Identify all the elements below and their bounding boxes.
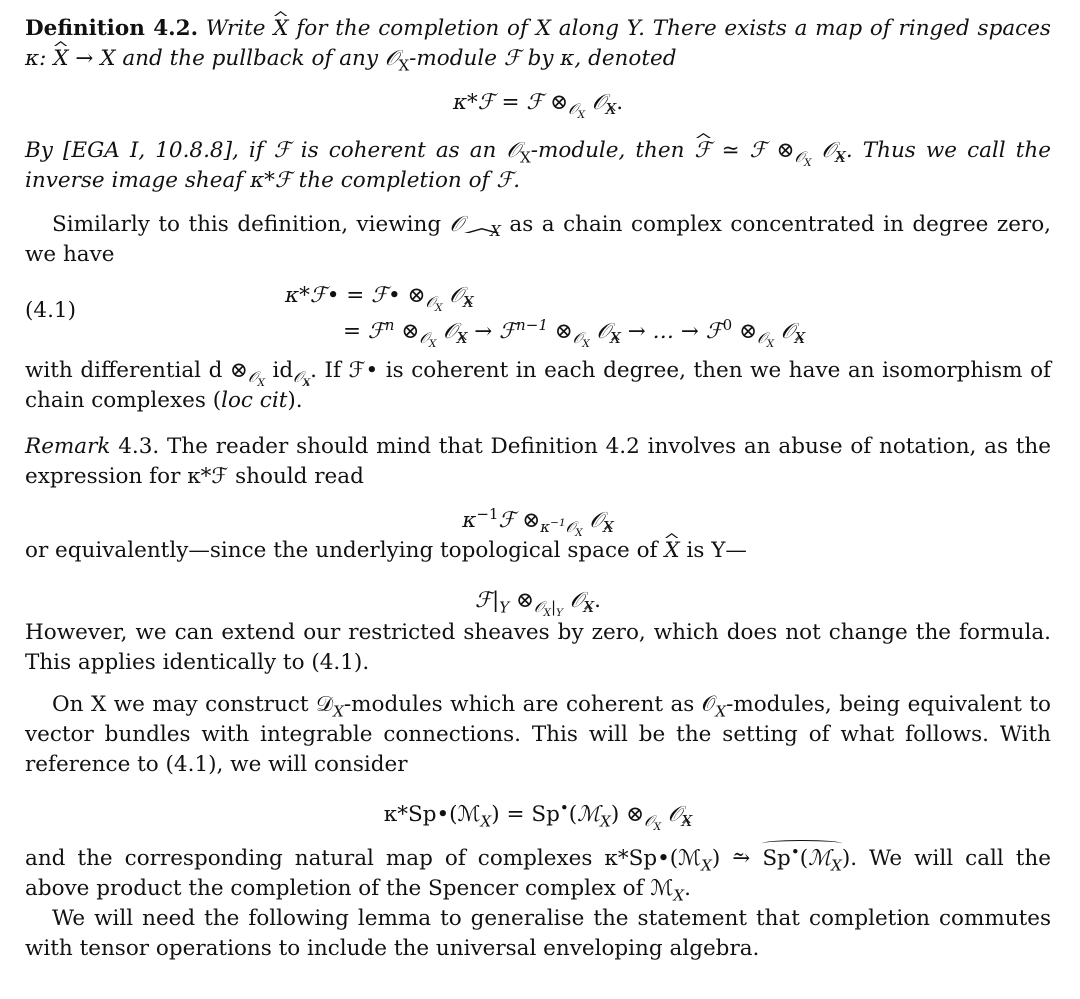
remark-equivalently: or equivalently—since the underlying topological space of X is Y—	[25, 536, 1051, 566]
spencer-equation: κ*Sp•(ℳ$_X$) = Sp•(ℳ$_X$) $\otimes_{𝒪_X}$ 𝒪$_X$	[383, 798, 693, 834]
equation-number: (4.1)	[25, 298, 76, 323]
equation-line-1: κ*ℱ• = ℱ• $\otimes_{𝒪_X}$ 𝒪$_X$	[285, 283, 474, 315]
remark-4-3: Remark 4.3. The reader should mind that Definition 4.2 involves an abuse of notation, as the expression for κ*ℱ should read	[25, 434, 1051, 489]
ega-reference-paragraph: By [EGA I, 10.8.8], if ℱ is coherent as an 𝒪$_X$-module, then ℱ ≃ ℱ $\otimes_{𝒪_X}$ 𝒪$_X$. Thus we call the inverse image sheaf κ*ℱ the completion of ℱ.	[25, 138, 1051, 193]
definition-label: Definition 4.2.	[25, 16, 199, 41]
differential-paragraph: with differential d $\otimes_{𝒪_X}$ $id_{𝒪_X}$. If ℱ• is coherent in each degree, then we have an isomorphism of chain complexes (loc cit).	[25, 358, 1051, 413]
remark-equation-1: $\kappa^{-1}ℱ$ $\otimes_{\kappa^{-1}𝒪_X}$ 𝒪$_X$	[462, 504, 614, 540]
lemma-paragraph: We will need the following lemma to generalise the statement that completion commutes with tensor operations to include the universal enveloping algebra.	[25, 906, 1051, 961]
remark-equation-2: $ℱ|_Y$ $\otimes_{𝒪_X|_Y}$ 𝒪$_X$.	[475, 588, 601, 620]
equation-line-2: = ℱ$^n$ $\otimes_{𝒪_X}$ 𝒪$_X$ → ℱ$^{n-1}$ $\otimes_{𝒪_X}$ 𝒪$_X$ → … → ℱ$^0$ $\otimes_{𝒪_X}$ 𝒪$_X$	[343, 315, 806, 351]
remark-closing: However, we can extend our restricted sheaves by zero, which does not change the formula. This applies identically to (4.1).	[25, 620, 1051, 675]
similarly-paragraph: Similarly to this definition, viewing 𝒪 $_X$ as a chain complex concentrated in degree zero, we have	[25, 212, 1051, 267]
natural-map-paragraph: and the corresponding natural map of complexes κ*Sp•(ℳ$_X$) ⥲ Sp•(ℳ$_X$). We will call the above product the completion of the Spencer complex of ℳ$_X$.	[25, 842, 1051, 905]
definition-4-2: Definition 4.2. Write X for the completion of X along Y. There exists a map of ringed spaces κ: X → X and the pullback of any 𝒪$_X$-module ℱ by κ, denoted	[25, 16, 1051, 75]
remark-label: Remark	[25, 434, 111, 459]
x-hat: X	[273, 14, 288, 44]
equation-4-1	[25, 283, 1051, 358]
on-x-paragraph: On X we may construct 𝒟$_X$-modules which are coherent as 𝒪$_X$-modules, being equivalent to vector bundles with integrable connections. This will be the setting of what follows. With reference to (4.1), we will consider	[25, 692, 1051, 777]
pullback-equation: κ*ℱ = ℱ $\otimes_{𝒪_X}$ 𝒪$_X$.	[452, 90, 624, 122]
